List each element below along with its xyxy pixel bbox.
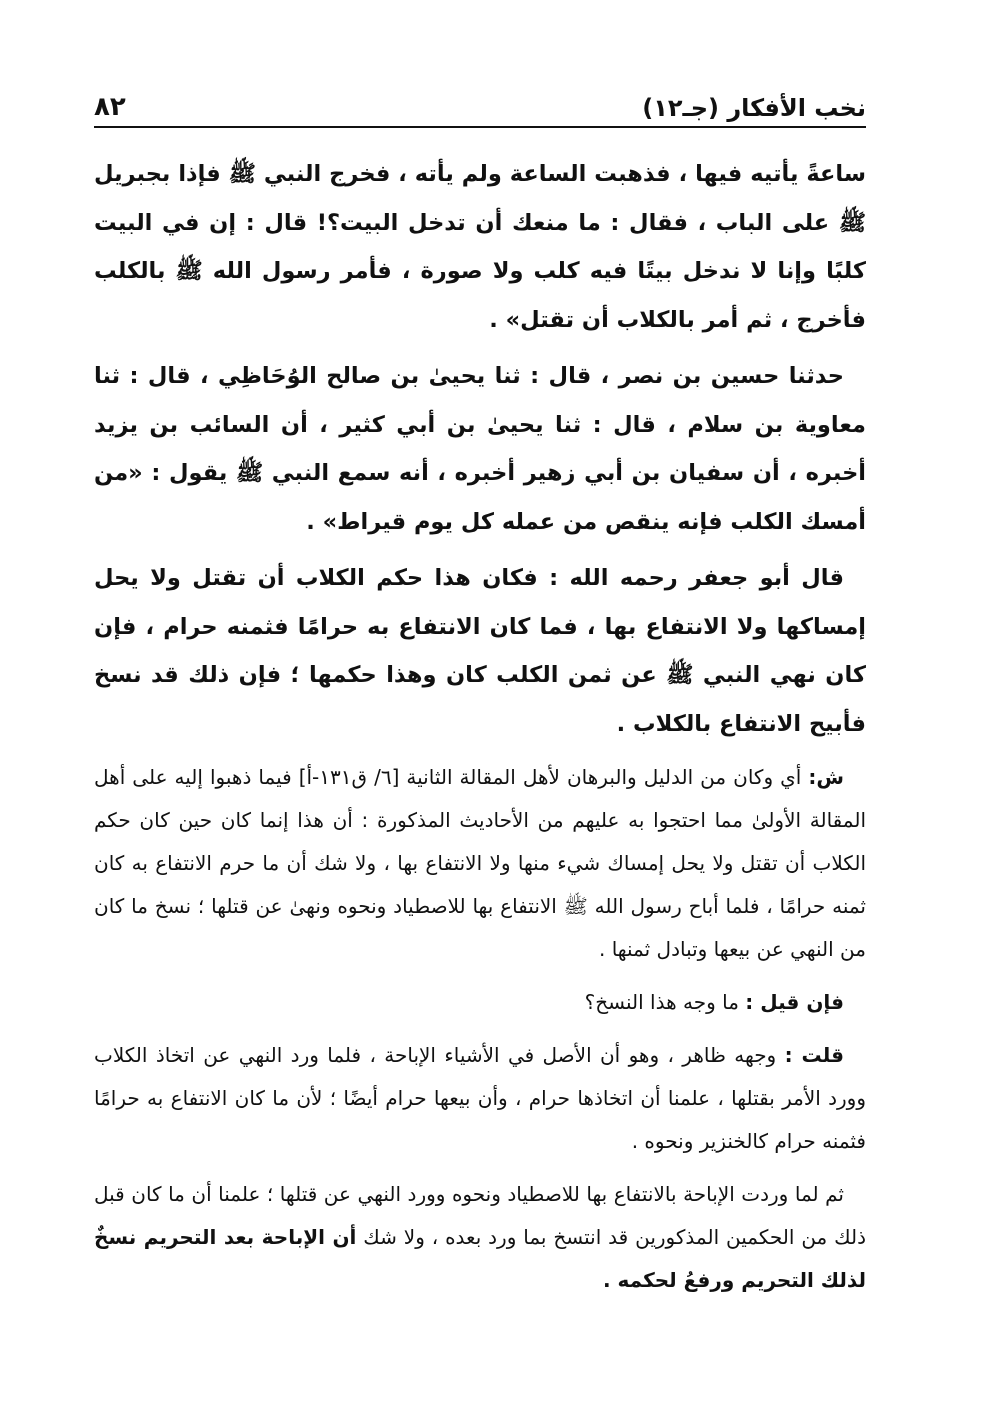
answer-text: وجهه ظاهر ، وهو أن الأصل في الأشياء الإباحة ، فلما ورد النهي عن اتخاذ الكلاب وورد الأمر بقتلها ، علمنا أن اتخاذها حرام ، وأن بيعها حرام أيضًا ؛ لأن ما كان الانتفاع به حرامًا فثمنه حرام كالخنزير ونحوه . — [94, 1043, 866, 1153]
page-body — [94, 150, 866, 1312]
question-paragraph — [94, 981, 866, 1024]
page-header — [94, 88, 866, 128]
hadith-chain-paragraph: حدثنا حسين بن نصر ، قال : ثنا يحيىٰ بن صالح الوُحَاظِي ، قال : ثنا معاوية بن سلام ، قال : ثنا يحيىٰ بن أبي كثير ، أن السائب بن يزيد أخبره ، أن سفيان بن أبي زهير أخبره ، أنه سمع النبي ﷺ يقول : «من أمسك الكلب فإنه ينقص من عمله كل يوم قيراط» . — [94, 363, 866, 535]
question-lead: فإن قيل : — [745, 990, 844, 1014]
page-number: ٨٢ — [94, 92, 126, 122]
commentary-text: أي وكان من الدليل والبرهان لأهل المقالة الثانية [٦/ ق١٣١-أ] فيما ذهبوا إليه على أهل المقالة الأولىٰ مما احتجوا به عليهم من الأحاديث المذكورة : أن هذا إنما كان حين كان حكم الكلاب أن تقتل ولا يحل إمساك شيء منها ولا الانتفاع بها ، ولا شك أن ما حرم الانتفاع به كان ثمنه حرامًا ، فلما أباح رسول الله ﷺ الانتفاع بها للاصطياد ونحوه ونهىٰ عن قتلها ؛ نسخ ما كان من النهي عن بيعها وتبادل ثمنها . — [94, 765, 866, 961]
conclusion-paragraph — [94, 1173, 866, 1302]
question-text: ما وجه هذا النسخ؟ — [584, 990, 746, 1014]
answer-lead: قلت : — [784, 1043, 844, 1067]
hadith-continuation-paragraph: ساعةً يأتيه فيها ، فذهبت الساعة ولم يأته ، فخرج النبي ﷺ فإذا بجبريل ﷺ على الباب ، فقال : ما منعك أن تدخل البيت؟! قال : إن في البيت كلبًا وإنا لا ندخل بيتًا فيه كلب ولا صورة ، فأمر رسول الله ﷺ بالكلب فأخرج ، ثم أمر بالكلاب أن تقتل» . — [94, 161, 866, 333]
conclusion-bold-text: أن الإباحة بعد التحريم نسخٌ لذلك التحريم ورفعُ لحكمه . — [94, 1225, 866, 1292]
commentary-lead: ش: — [808, 765, 844, 789]
commentary-paragraph — [94, 756, 866, 971]
abu-jafar-statement-paragraph: قال أبو جعفر رحمه الله : فكان هذا حكم الكلاب أن تقتل ولا يحل إمساكها ولا الانتفاع بها ، فما كان الانتفاع به حرامًا فثمنه حرام ، فإن كان نهي النبي ﷺ عن ثمن الكلب كان وهذا حكمها ؛ فإن ذلك قد نسخ فأبيح الانتفاع بالكلاب . — [94, 565, 866, 737]
answer-paragraph — [94, 1034, 866, 1163]
conclusion-text: ثم لما وردت الإباحة بالانتفاع بها للاصطياد ونحوه وورد النهي عن قتلها ؛ علمنا أن ما كان قبل ذلك من الحكمين المذكورين قد انتسخ بما ورد بعده ، ولا شك — [94, 1182, 866, 1249]
book-title: نخب الأفكار (جـ١٢) — [642, 94, 866, 122]
